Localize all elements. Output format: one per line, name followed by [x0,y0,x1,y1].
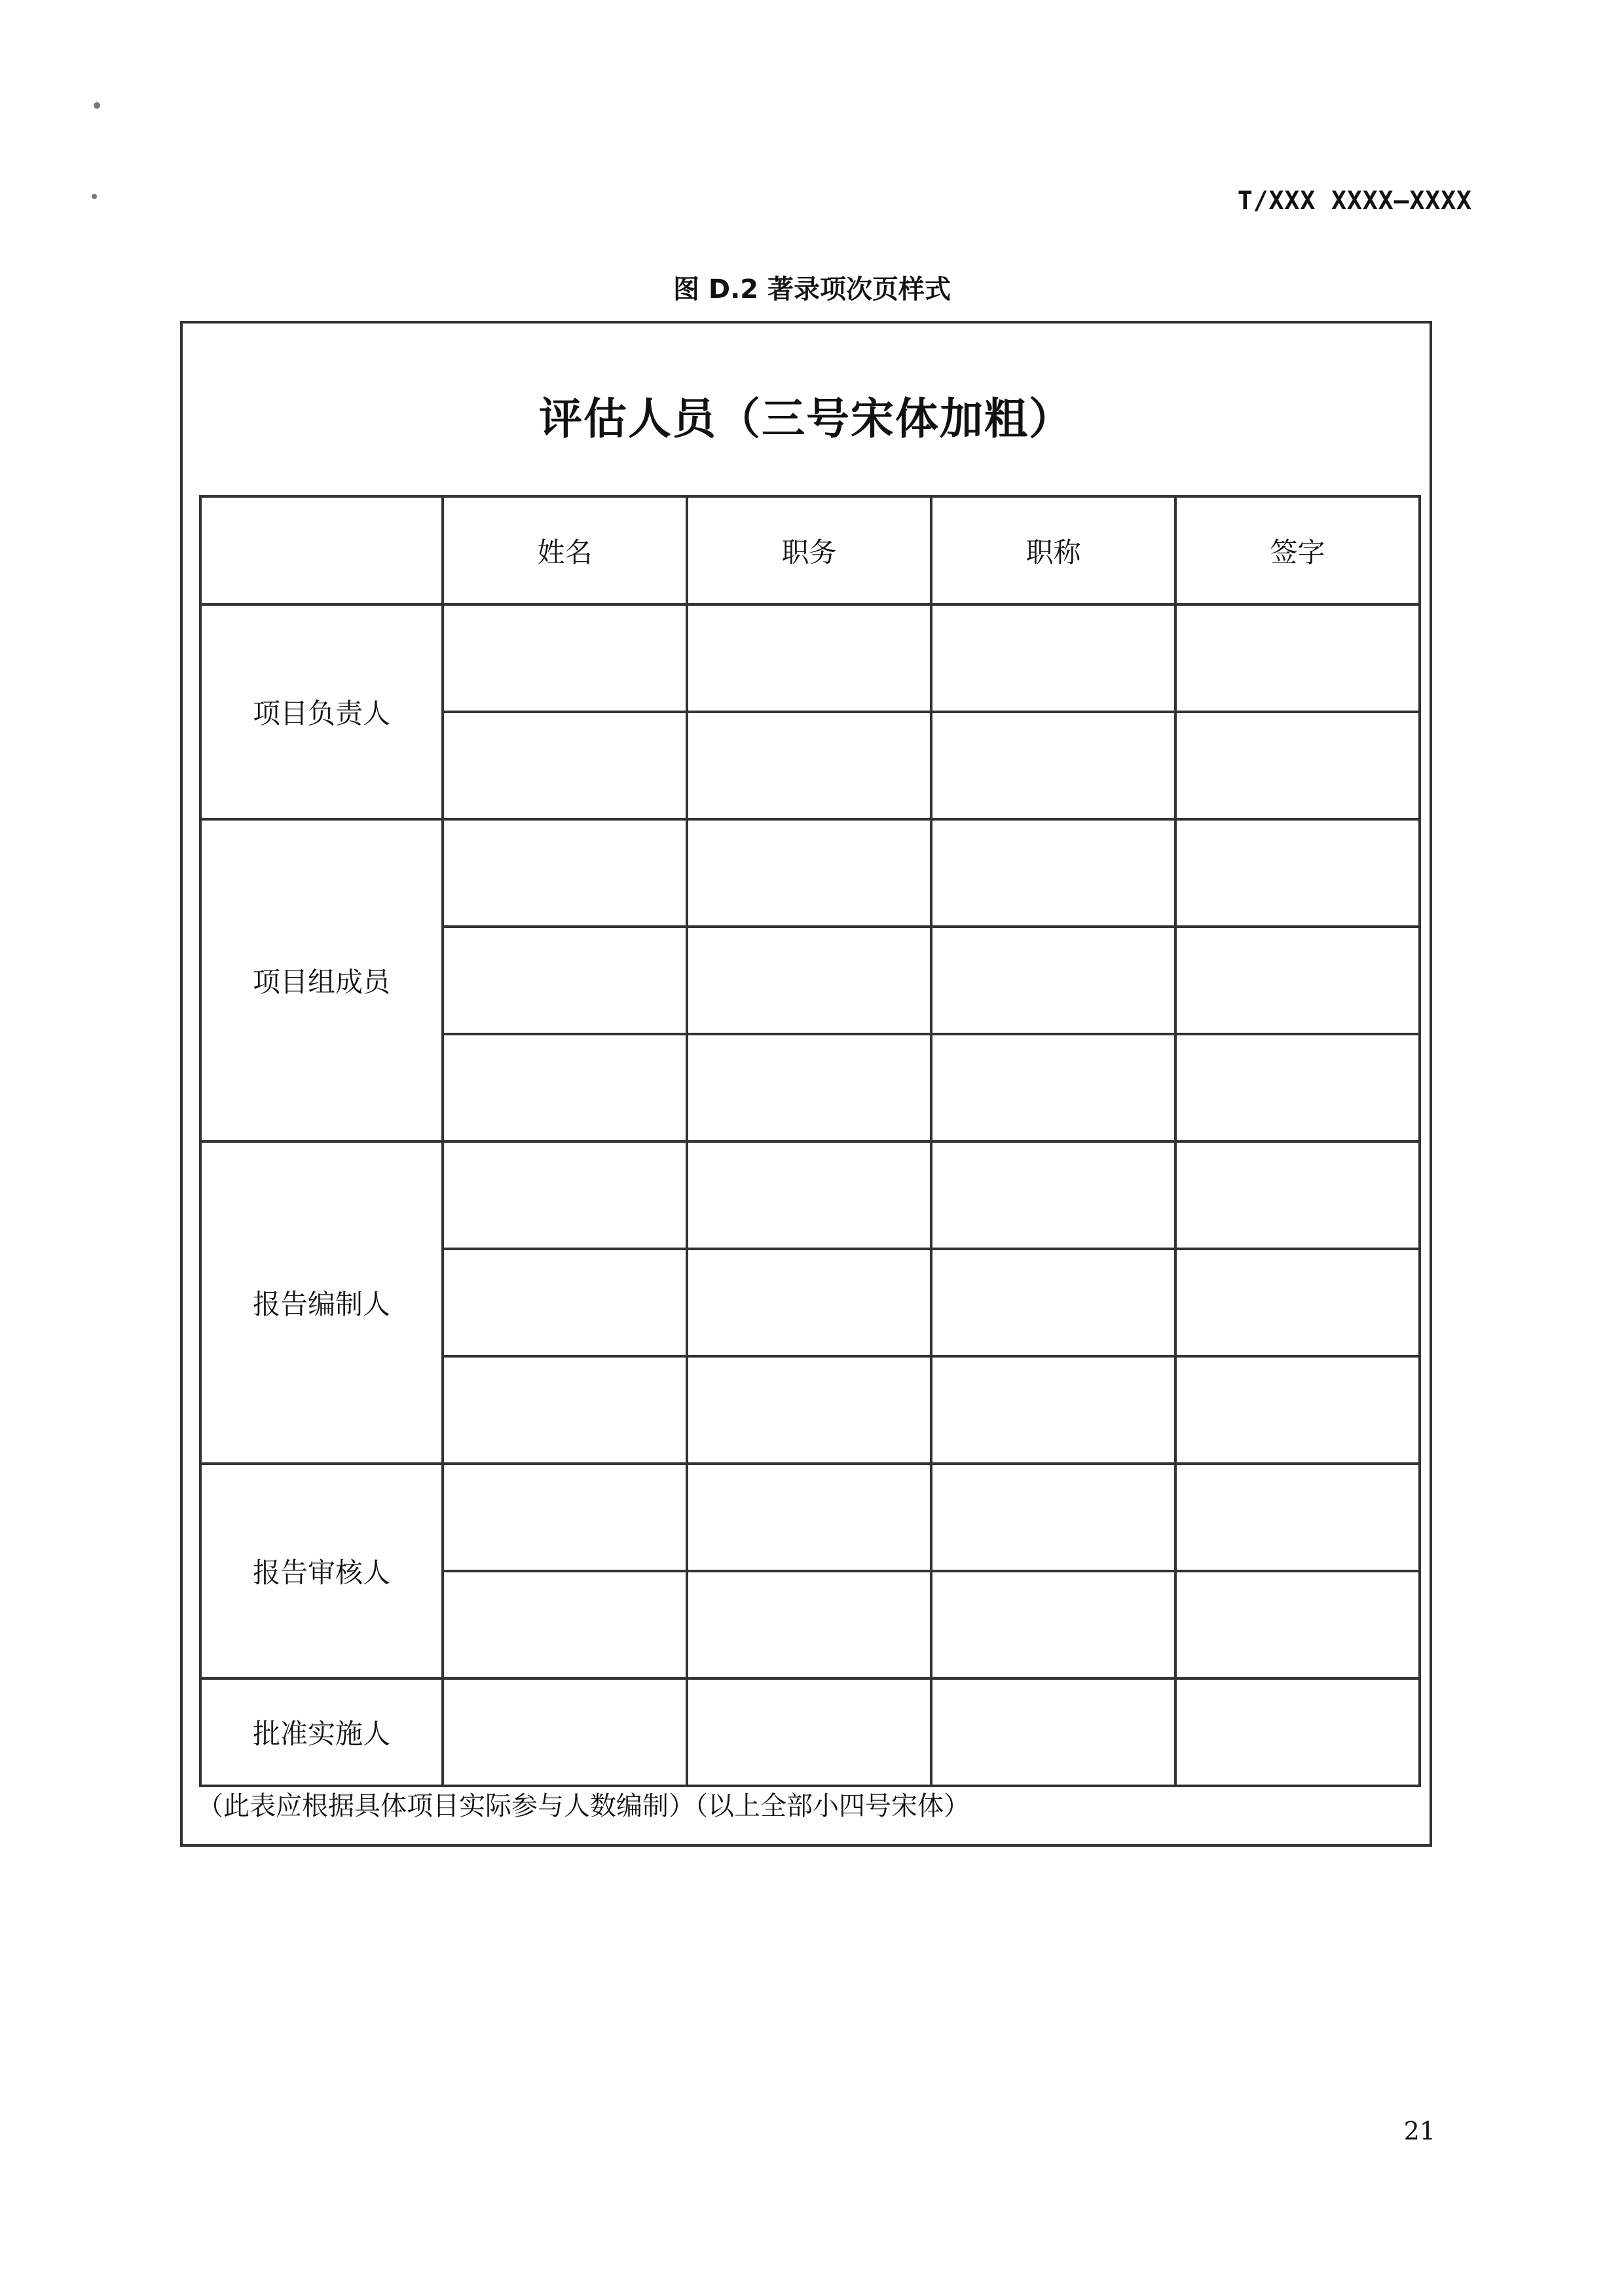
table-row [200,819,1420,927]
signature-cell[interactable] [1175,1141,1420,1249]
name-cell[interactable] [443,1141,687,1249]
position-cell[interactable] [687,712,931,819]
title-cell[interactable] [931,1464,1175,1571]
signature-cell[interactable] [1175,927,1420,1034]
page-number: 21 [1403,2117,1435,2145]
title-cell[interactable] [931,712,1175,819]
position-cell[interactable] [687,1464,931,1571]
name-cell[interactable] [443,1356,687,1464]
title-cell[interactable] [931,1034,1175,1141]
title-cell[interactable] [931,1249,1175,1356]
title-cell[interactable] [931,927,1175,1034]
figure-caption: 图 D.2 著录项次页样式 [673,274,951,305]
role-label: 项目组成员 [200,819,443,1141]
form-title: 评估人员（三号宋体加粗） [539,394,1073,444]
position-cell[interactable] [687,1249,931,1356]
table-row [200,604,1420,712]
signature-cell[interactable] [1175,819,1420,927]
signature-cell[interactable] [1175,604,1420,712]
signature-cell[interactable] [1175,712,1420,819]
signature-cell[interactable] [1175,1034,1420,1141]
signature-cell[interactable] [1175,1249,1420,1356]
name-cell[interactable] [443,604,687,712]
table-row [200,1141,1420,1249]
position-cell[interactable] [687,1034,931,1141]
staff-table [199,495,1421,1787]
name-cell[interactable] [443,1034,687,1141]
scan-speck [92,194,97,199]
signature-cell[interactable] [1175,1678,1420,1786]
role-label: 报告编制人 [200,1141,443,1464]
header-cell-title: 职称 [931,496,1175,604]
name-cell[interactable] [443,1249,687,1356]
signature-cell[interactable] [1175,1571,1420,1678]
table-row [200,1678,1420,1786]
position-cell[interactable] [687,1356,931,1464]
title-cell[interactable] [931,1141,1175,1249]
position-cell[interactable] [687,1678,931,1786]
position-cell[interactable] [687,1141,931,1249]
title-cell[interactable] [931,819,1175,927]
name-cell[interactable] [443,1464,687,1571]
name-cell[interactable] [443,927,687,1034]
table-header-row [200,496,1420,604]
position-cell[interactable] [687,1571,931,1678]
title-cell[interactable] [931,604,1175,712]
name-cell[interactable] [443,712,687,819]
role-label: 项目负责人 [200,604,443,819]
position-cell[interactable] [687,927,931,1034]
header-cell-blank [200,496,443,604]
signature-cell[interactable] [1175,1464,1420,1571]
form-frame [180,321,1432,1847]
scan-speck [94,102,100,109]
name-cell[interactable] [443,819,687,927]
position-cell[interactable] [687,604,931,712]
table-note: （此表应根据具体项目实际参与人数编制）（以上全部小四号宋体） [197,1791,970,1821]
name-cell[interactable] [443,1571,687,1678]
table-row [200,1464,1420,1571]
title-cell[interactable] [931,1678,1175,1786]
position-cell[interactable] [687,819,931,927]
header-cell-name: 姓名 [443,496,687,604]
signature-cell[interactable] [1175,1356,1420,1464]
standard-code: T/XXX XXXX—XXXX [1237,186,1472,215]
header-cell-position: 职务 [687,496,931,604]
role-label: 批准实施人 [200,1678,443,1786]
header-cell-signature: 签字 [1175,496,1420,604]
name-cell[interactable] [443,1678,687,1786]
role-label: 报告审核人 [200,1464,443,1678]
title-cell[interactable] [931,1571,1175,1678]
title-cell[interactable] [931,1356,1175,1464]
